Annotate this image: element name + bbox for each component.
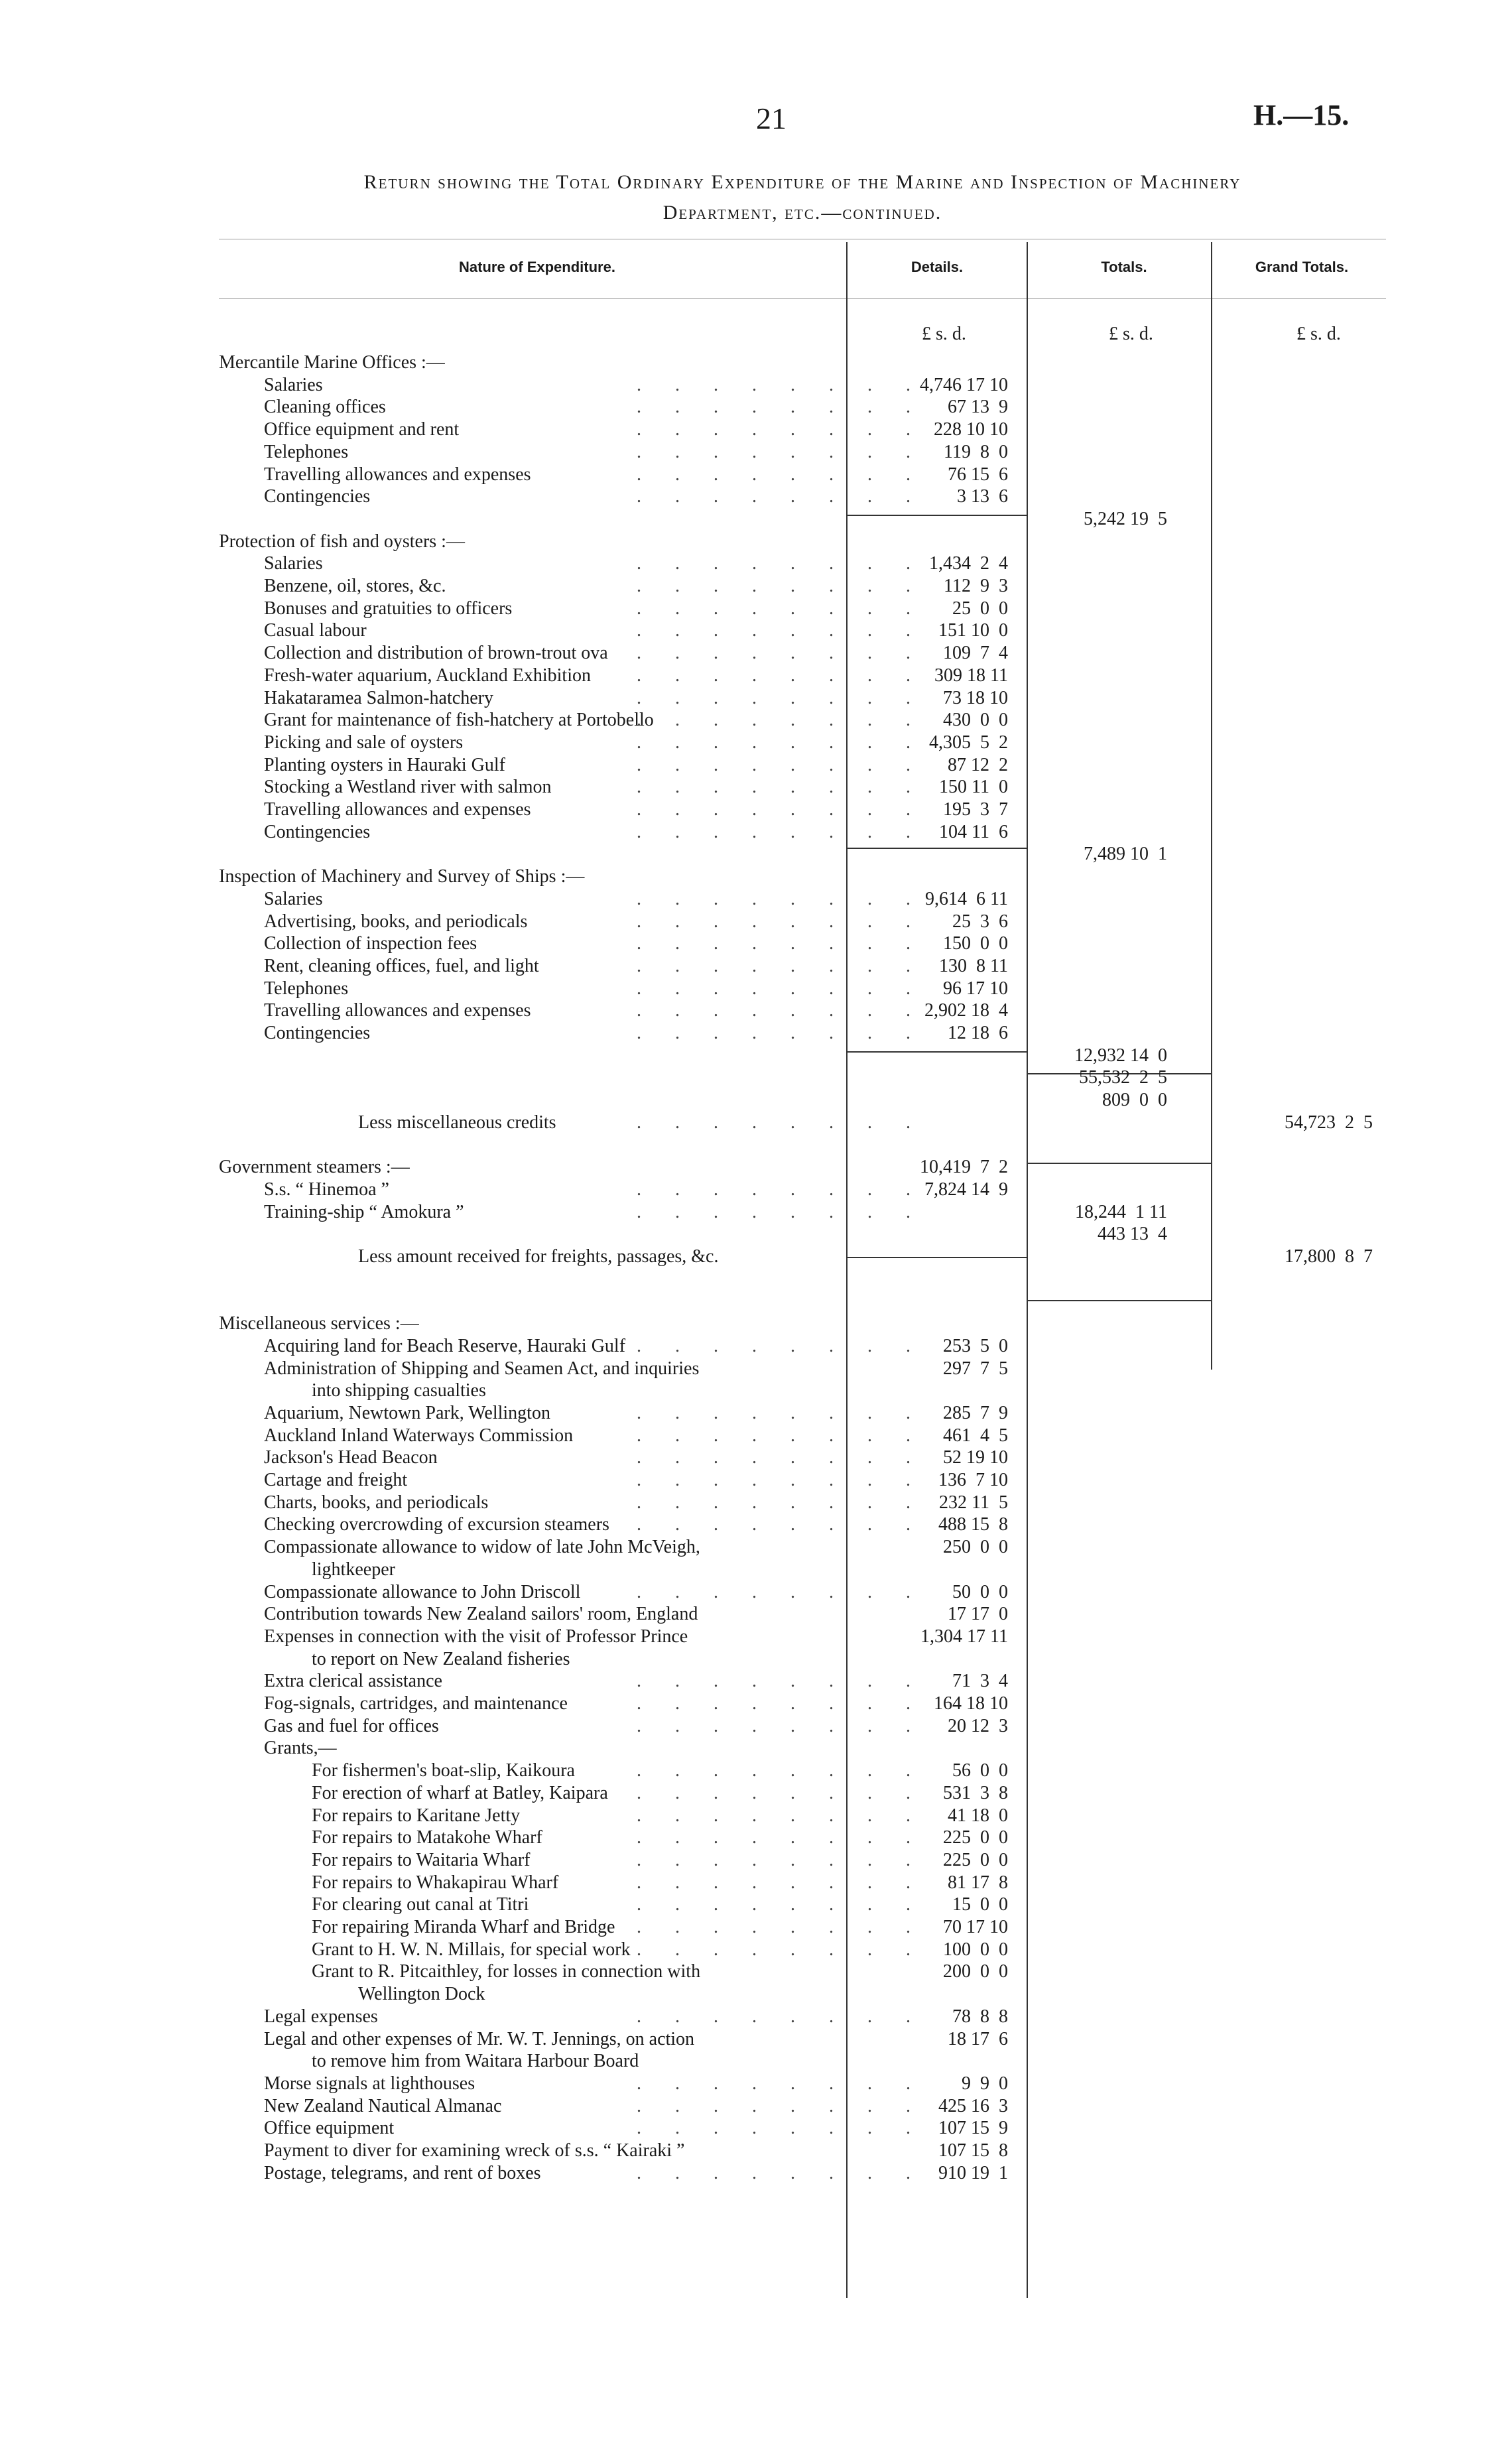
details-amount: 461 4 5 [943,1425,1008,1446]
leader-dots: . . . . . . . . [637,1939,925,1960]
table-row [0,1492,1512,1514]
leader-dots: . . . . . . . . [637,576,925,596]
table-row [0,1648,1512,1670]
row-label: Contingencies [264,1023,371,1043]
leader-dots: . . . . . . . . [637,2006,925,2027]
table-row [0,843,1512,865]
leader-dots: . . . . . . . . [637,2162,925,2183]
totals-amount: 443 13 4 [1098,1224,1167,1245]
details-amount: 253 5 0 [943,1335,1008,1356]
table-row [0,687,1512,709]
table-row [0,1939,1512,1961]
table-row [0,1581,1512,1603]
row-label: Grant for maintenance of fish-hatchery at Portobello [264,710,654,731]
leader-dots: . . . . . . . . [637,821,925,842]
table-row [0,1066,1512,1088]
table-row [0,2162,1512,2184]
leader-dots: . . . . . . . . [637,710,925,731]
leader-dots: . . . . . . . . [637,1402,925,1423]
row-label: Less amount received for freights, passages, &c. [358,1246,719,1267]
row-label: Compassionate allowance to widow of late John McVeigh, [264,1537,700,1558]
totals-amount: 7,489 10 1 [1084,844,1167,865]
row-label: into shipping casualties [312,1380,486,1401]
details-amount: 76 15 6 [948,464,1008,485]
details-amount: 488 15 8 [938,1514,1008,1535]
details-amount: 52 19 10 [943,1447,1008,1468]
table-row [0,1536,1512,1558]
table-row [0,1715,1512,1737]
details-amount: 78 8 8 [952,2006,1008,2027]
leader-dots: . . . . . . . . [637,441,925,462]
row-label: Travelling allowances and expenses [264,799,531,820]
details-amount: 70 17 10 [943,1917,1008,1937]
details-amount: 130 8 11 [939,955,1008,976]
table-row [0,1894,1512,1915]
details-amount: 104 11 6 [939,821,1008,842]
table-row [0,1045,1512,1066]
leader-dots: . . . . . . . . [637,1112,925,1133]
leader-dots: . . . . . . . . [637,1179,925,1200]
row-label: For clearing out canal at Titri [312,1894,529,1915]
row-label: Travelling allowances and expenses [264,464,531,485]
table-row [0,1022,1512,1044]
table-row [0,2050,1512,2072]
table-row [0,1603,1512,1625]
col-totals-header: Totals. [1101,259,1147,275]
row-label: Grant to R. Pitcaithley, for losses in connection with [312,1961,701,1982]
details-amount: 15 0 0 [952,1894,1008,1915]
details-amount: 228 10 10 [934,419,1008,440]
leader-dots: . . . . . . . . [637,620,925,641]
title-line-2: Department, etc.—continued. [662,202,942,224]
details-amount: 9 9 0 [962,2073,1008,2094]
leader-dots: . . . . . . . . [637,687,925,708]
table-row [0,911,1512,933]
leader-dots: . . . . . . . . [637,955,925,976]
row-label: Contingencies [264,821,371,842]
row-label: Mercantile Marine Offices :— [219,352,445,373]
leader-dots: . . . . . . . . [637,799,925,820]
row-label: Collection of inspection fees [264,933,477,954]
table-row [0,552,1512,574]
details-amount: 164 18 10 [934,1693,1008,1714]
table-row [0,955,1512,977]
table-row [0,1805,1512,1827]
totals-amount: 5,242 19 5 [1084,508,1167,529]
table-row [0,1827,1512,1848]
table-row [0,1290,1512,1312]
table-row [0,1134,1512,1156]
totals-amount: 55,532 2 5 [1079,1067,1167,1088]
leader-dots: . . . . . . . . [637,464,925,485]
leader-dots: . . . . . . . . [637,1760,925,1781]
page-number: 21 [756,101,787,135]
table-row [0,1268,1512,1290]
table-row [0,1246,1512,1267]
table-row [0,1916,1512,1938]
row-label: Legal and other expenses of Mr. W. T. Jennings, on action [264,2028,695,2049]
row-label: Office equipment and rent [264,419,460,440]
leader-dots: . . . . . . . . [637,1782,925,1803]
leader-dots: . . . . . . . . [637,1827,925,1848]
leader-dots: . . . . . . . . [637,1872,925,1893]
details-amount: 425 16 3 [938,2095,1008,2116]
details-amount: 250 0 0 [943,1537,1008,1558]
leader-dots: . . . . . . . . [637,1447,925,1468]
table-row [0,598,1512,619]
leader-dots: . . . . . . . . [637,1805,925,1826]
table-row [0,1849,1512,1871]
table-row [0,1201,1512,1223]
details-amount: 150 11 0 [939,777,1008,798]
leader-dots: . . . . . . . . [637,1201,925,1222]
row-label: Collection and distribution of brown-trout ova [264,643,608,664]
leader-dots: . . . . . . . . [637,419,925,440]
row-label: Planting oysters in Hauraki Gulf [264,754,505,775]
totals-amount: 18,244 1 11 [1075,1201,1167,1222]
leader-dots: . . . . . . . . [637,732,925,753]
table-row [0,1670,1512,1692]
leader-dots: . . . . . . . . [637,1693,925,1714]
table-row [0,1156,1512,1178]
row-label: New Zealand Nautical Almanac [264,2095,502,2116]
row-label: Bonuses and gratuities to officers [264,598,513,619]
leader-dots: . . . . . . . . [637,1671,925,1692]
row-label: Miscellaneous services :— [219,1313,419,1334]
leader-dots: . . . . . . . . [637,1425,925,1446]
details-amount: 67 13 9 [948,397,1008,418]
grand-total-amount: 17,800 8 7 [1285,1246,1373,1267]
row-label: Administration of Shipping and Seamen Act, and inquiries [264,1358,700,1379]
row-label: Protection of fish and oysters :— [219,531,465,552]
row-label: Cartage and freight [264,1470,408,1490]
row-label: Expenses in connection with the visit of Professor Prince [264,1626,688,1647]
details-amount: 71 3 4 [952,1671,1008,1692]
row-label: Cleaning offices [264,397,386,418]
row-label: Charts, books, and periodicals [264,1492,489,1513]
leader-dots: . . . . . . . . [637,1514,925,1535]
details-amount: 200 0 0 [943,1961,1008,1982]
row-label: Hakataramea Salmon-hatchery [264,687,493,708]
details-amount: 225 0 0 [943,1849,1008,1870]
table-row [0,1089,1512,1111]
row-label: Jackson's Head Beacon [264,1447,438,1468]
details-amount: 430 0 0 [943,710,1008,731]
row-label: Salaries [264,888,323,909]
table-row [0,2140,1512,2162]
table-row [0,1335,1512,1357]
row-label: Aquarium, Newtown Park, Wellington [264,1402,550,1423]
leader-dots: . . . . . . . . [637,911,925,932]
table-row [0,2028,1512,2050]
leader-dots: . . . . . . . . [637,978,925,999]
row-label: Benzene, oil, stores, &c. [264,576,446,596]
table-row [0,1559,1512,1581]
table-row [0,419,1512,440]
row-label: For repairs to Karitane Jetty [312,1805,521,1826]
leader-dots: . . . . . . . . [637,1470,925,1490]
details-amount: 17 17 0 [948,1604,1008,1625]
row-label: Salaries [264,553,323,574]
row-label: Less miscellaneous credits [358,1112,556,1133]
row-label: to report on New Zealand fisheries [312,1648,570,1669]
details-amount: 1,304 17 11 [920,1626,1008,1647]
col-grand-totals-header: Grand Totals. [1255,259,1349,275]
table-row [0,1000,1512,1021]
table-row [0,776,1512,798]
totals-amount: 12,932 14 0 [1074,1045,1167,1066]
details-amount: 225 0 0 [943,1827,1008,1848]
table-row [0,1782,1512,1804]
leader-dots: . . . . . . . . [637,888,925,909]
details-amount: 136 7 10 [938,1470,1008,1490]
table-row [0,1425,1512,1447]
details-amount: 56 0 0 [952,1760,1008,1781]
table-row [0,1179,1512,1200]
leader-dots: . . . . . . . . [637,2118,925,2139]
row-label: Gas and fuel for offices [264,1715,439,1736]
row-label: Casual labour [264,620,367,641]
row-label: Contingencies [264,486,371,507]
details-amount: 41 18 0 [948,1805,1008,1826]
table-row [0,1693,1512,1714]
leader-dots: . . . . . . . . [637,933,925,954]
details-amount: 112 9 3 [944,576,1008,596]
table-row [0,1112,1512,1133]
leader-dots: . . . . . . . . [637,1894,925,1915]
leader-dots: . . . . . . . . [637,598,925,619]
row-label: For repairs to Whakapirau Wharf [312,1872,559,1893]
table-row [0,1313,1512,1334]
details-amount: 18 17 6 [948,2028,1008,2049]
totals-amount: 809 0 0 [1102,1090,1167,1111]
row-label: Fresh-water aquarium, Auckland Exhibition [264,665,591,686]
table-row [0,866,1512,887]
table-row [0,2095,1512,2117]
document-reference: H.—15. [1253,99,1350,131]
table-row [0,754,1512,776]
details-amount: 100 0 0 [943,1939,1008,1960]
leader-dots: . . . . . . . . [637,643,925,664]
table-row [0,1737,1512,1759]
table-row [0,1380,1512,1401]
details-amount: 195 3 7 [943,799,1008,820]
row-label: Acquiring land for Beach Reserve, Hauraki Gulf [264,1335,626,1356]
row-label: Stocking a Westland river with salmon [264,777,552,798]
row-label: Rent, cleaning offices, fuel, and light [264,955,539,976]
details-amount: 3 13 6 [957,486,1008,507]
row-label: lightkeeper [312,1559,395,1580]
row-label: Training-ship “ Amokura ” [264,1201,464,1222]
leader-dots: . . . . . . . . [637,1849,925,1870]
table-row [0,2117,1512,2139]
table-row [0,1872,1512,1894]
row-label: For fishermen's boat-slip, Kaikoura [312,1760,575,1781]
details-amount: 4,305 5 2 [929,732,1008,753]
table-row [0,374,1512,396]
table-row [0,441,1512,463]
table-row [0,642,1512,664]
details-amount: 107 15 8 [938,2140,1008,2161]
table-row [0,888,1512,910]
details-amount: 150 0 0 [943,933,1008,954]
table-row [0,732,1512,753]
col-nature-header: Nature of Expenditure. [459,259,615,275]
table-row [0,464,1512,485]
leader-dots: . . . . . . . . [637,2095,925,2116]
leader-dots: . . . . . . . . [637,777,925,798]
leader-dots: . . . . . . . . [637,486,925,507]
table-row [0,933,1512,954]
row-label: Telephones [264,441,349,462]
row-label: Inspection of Machinery and Survey of Ships :— [219,866,585,887]
row-label: Wellington Dock [358,1984,485,2005]
details-amount: 232 11 5 [939,1492,1008,1513]
table-row [0,531,1512,552]
details-amount: 81 17 8 [948,1872,1008,1893]
row-label: Postage, telegrams, and rent of boxes [264,2162,541,2183]
details-amount: 7,824 14 9 [924,1179,1008,1200]
table-row [0,1469,1512,1491]
leader-dots: . . . . . . . . [637,1581,925,1602]
row-label: Extra clerical assistance [264,1671,442,1692]
table-row [0,1983,1512,2005]
table-row [0,799,1512,820]
row-label: Salaries [264,374,323,395]
row-label: Grants,— [264,1738,337,1759]
details-amount: 4,746 17 10 [920,374,1008,395]
details-amount: 309 18 11 [934,665,1008,686]
col-details-header: Details. [911,259,964,275]
table-row [0,1961,1512,1982]
row-label: For erection of wharf at Batley, Kaipara [312,1782,608,1803]
leader-dots: . . . . . . . . [637,1715,925,1736]
row-label: Contribution towards New Zealand sailors' room, England [264,1604,698,1625]
details-amount: 20 12 3 [948,1715,1008,1736]
row-label: Payment to diver for examining wreck of s.s. “ Kairaki ” [264,2140,685,2161]
details-amount: 910 19 1 [938,2162,1008,2183]
details-amount: 25 0 0 [952,598,1008,619]
table-row [0,1626,1512,1647]
details-amount: 25 3 6 [952,911,1008,932]
row-label: Grant to H. W. N. Millais, for special work [312,1939,631,1960]
row-label: Telephones [264,978,349,999]
details-amount: 151 10 0 [938,620,1008,641]
details-amount: 73 18 10 [943,687,1008,708]
table-row [0,1358,1512,1380]
row-label: Government steamers :— [219,1157,410,1178]
details-amount: 109 7 4 [943,643,1008,664]
details-amount: 119 8 0 [944,441,1008,462]
leader-dots: . . . . . . . . [637,374,925,395]
table-row [0,821,1512,843]
details-amount: 1,434 2 4 [929,553,1008,574]
table-row [0,619,1512,641]
details-amount: 87 12 2 [948,754,1008,775]
details-amount: 10,419 7 2 [920,1157,1008,1178]
row-label: S.s. “ Hinemoa ” [264,1179,389,1200]
leader-dots: . . . . . . . . [637,665,925,686]
leader-dots: . . . . . . . . [637,1492,925,1513]
grand-total-amount: 54,723 2 5 [1285,1112,1373,1133]
table-row [0,2073,1512,2095]
leader-dots: . . . . . . . . [637,2073,925,2094]
table-row [0,1760,1512,1781]
row-label: Fog-signals, cartridges, and maintenance [264,1693,568,1714]
leader-dots: . . . . . . . . [637,397,925,418]
leader-dots: . . . . . . . . [637,1023,925,1043]
row-label: For repairing Miranda Wharf and Bridge [312,1917,615,1937]
row-label: Office equipment [264,2118,395,2139]
row-label: to remove him from Waitara Harbour Board [312,2051,639,2072]
row-label: Picking and sale of oysters [264,732,464,753]
row-label: Morse signals at lighthouses [264,2073,475,2094]
table-row [0,508,1512,530]
leader-dots: . . . . . . . . [637,1000,925,1021]
row-label: Checking overcrowding of excursion steamers [264,1514,609,1535]
table-row [0,485,1512,507]
table-title [219,167,1386,228]
row-label: Travelling allowances and expenses [264,1000,531,1021]
details-amount: 96 17 10 [943,978,1008,999]
details-amount: 107 15 9 [938,2118,1008,2139]
table-row [0,709,1512,731]
details-amount: 12 18 6 [948,1023,1008,1043]
details-amount: 2,902 18 4 [924,1000,1008,1021]
row-label: For repairs to Matakohe Wharf [312,1827,542,1848]
lsd-details: £ s. d. [922,324,966,344]
lsd-totals: £ s. d. [1109,324,1153,344]
table-row [0,978,1512,1000]
title-line-1: Return showing the Total Ordinary Expenditure of the Marine and Inspection of Machinery [363,171,1241,193]
row-label: Compassionate allowance to John Driscoll [264,1581,581,1602]
leader-dots: . . . . . . . . [637,553,925,574]
details-amount: 297 7 5 [943,1358,1008,1379]
table-row [0,1402,1512,1424]
details-amount: 50 0 0 [952,1581,1008,1602]
leader-dots: . . . . . . . . [637,1917,925,1937]
row-label: Legal expenses [264,2006,378,2027]
table-row [0,665,1512,686]
leader-dots: . . . . . . . . [637,1335,925,1356]
table-row [0,352,1512,373]
table-row [0,575,1512,597]
row-label: Advertising, books, and periodicals [264,911,528,932]
table-row [0,396,1512,418]
details-amount: 531 3 8 [943,1782,1008,1803]
lsd-grand: £ s. d. [1296,324,1341,344]
details-amount: 285 7 9 [943,1402,1008,1423]
row-label: For repairs to Waitaria Wharf [312,1849,531,1870]
row-label: Auckland Inland Waterways Commission [264,1425,574,1446]
leader-dots: . . . . . . . . [637,754,925,775]
table-row [0,1223,1512,1245]
table-row [0,1447,1512,1468]
table-row [0,1514,1512,1535]
table-row [0,2006,1512,2028]
details-amount: 9,614 6 11 [925,888,1008,909]
